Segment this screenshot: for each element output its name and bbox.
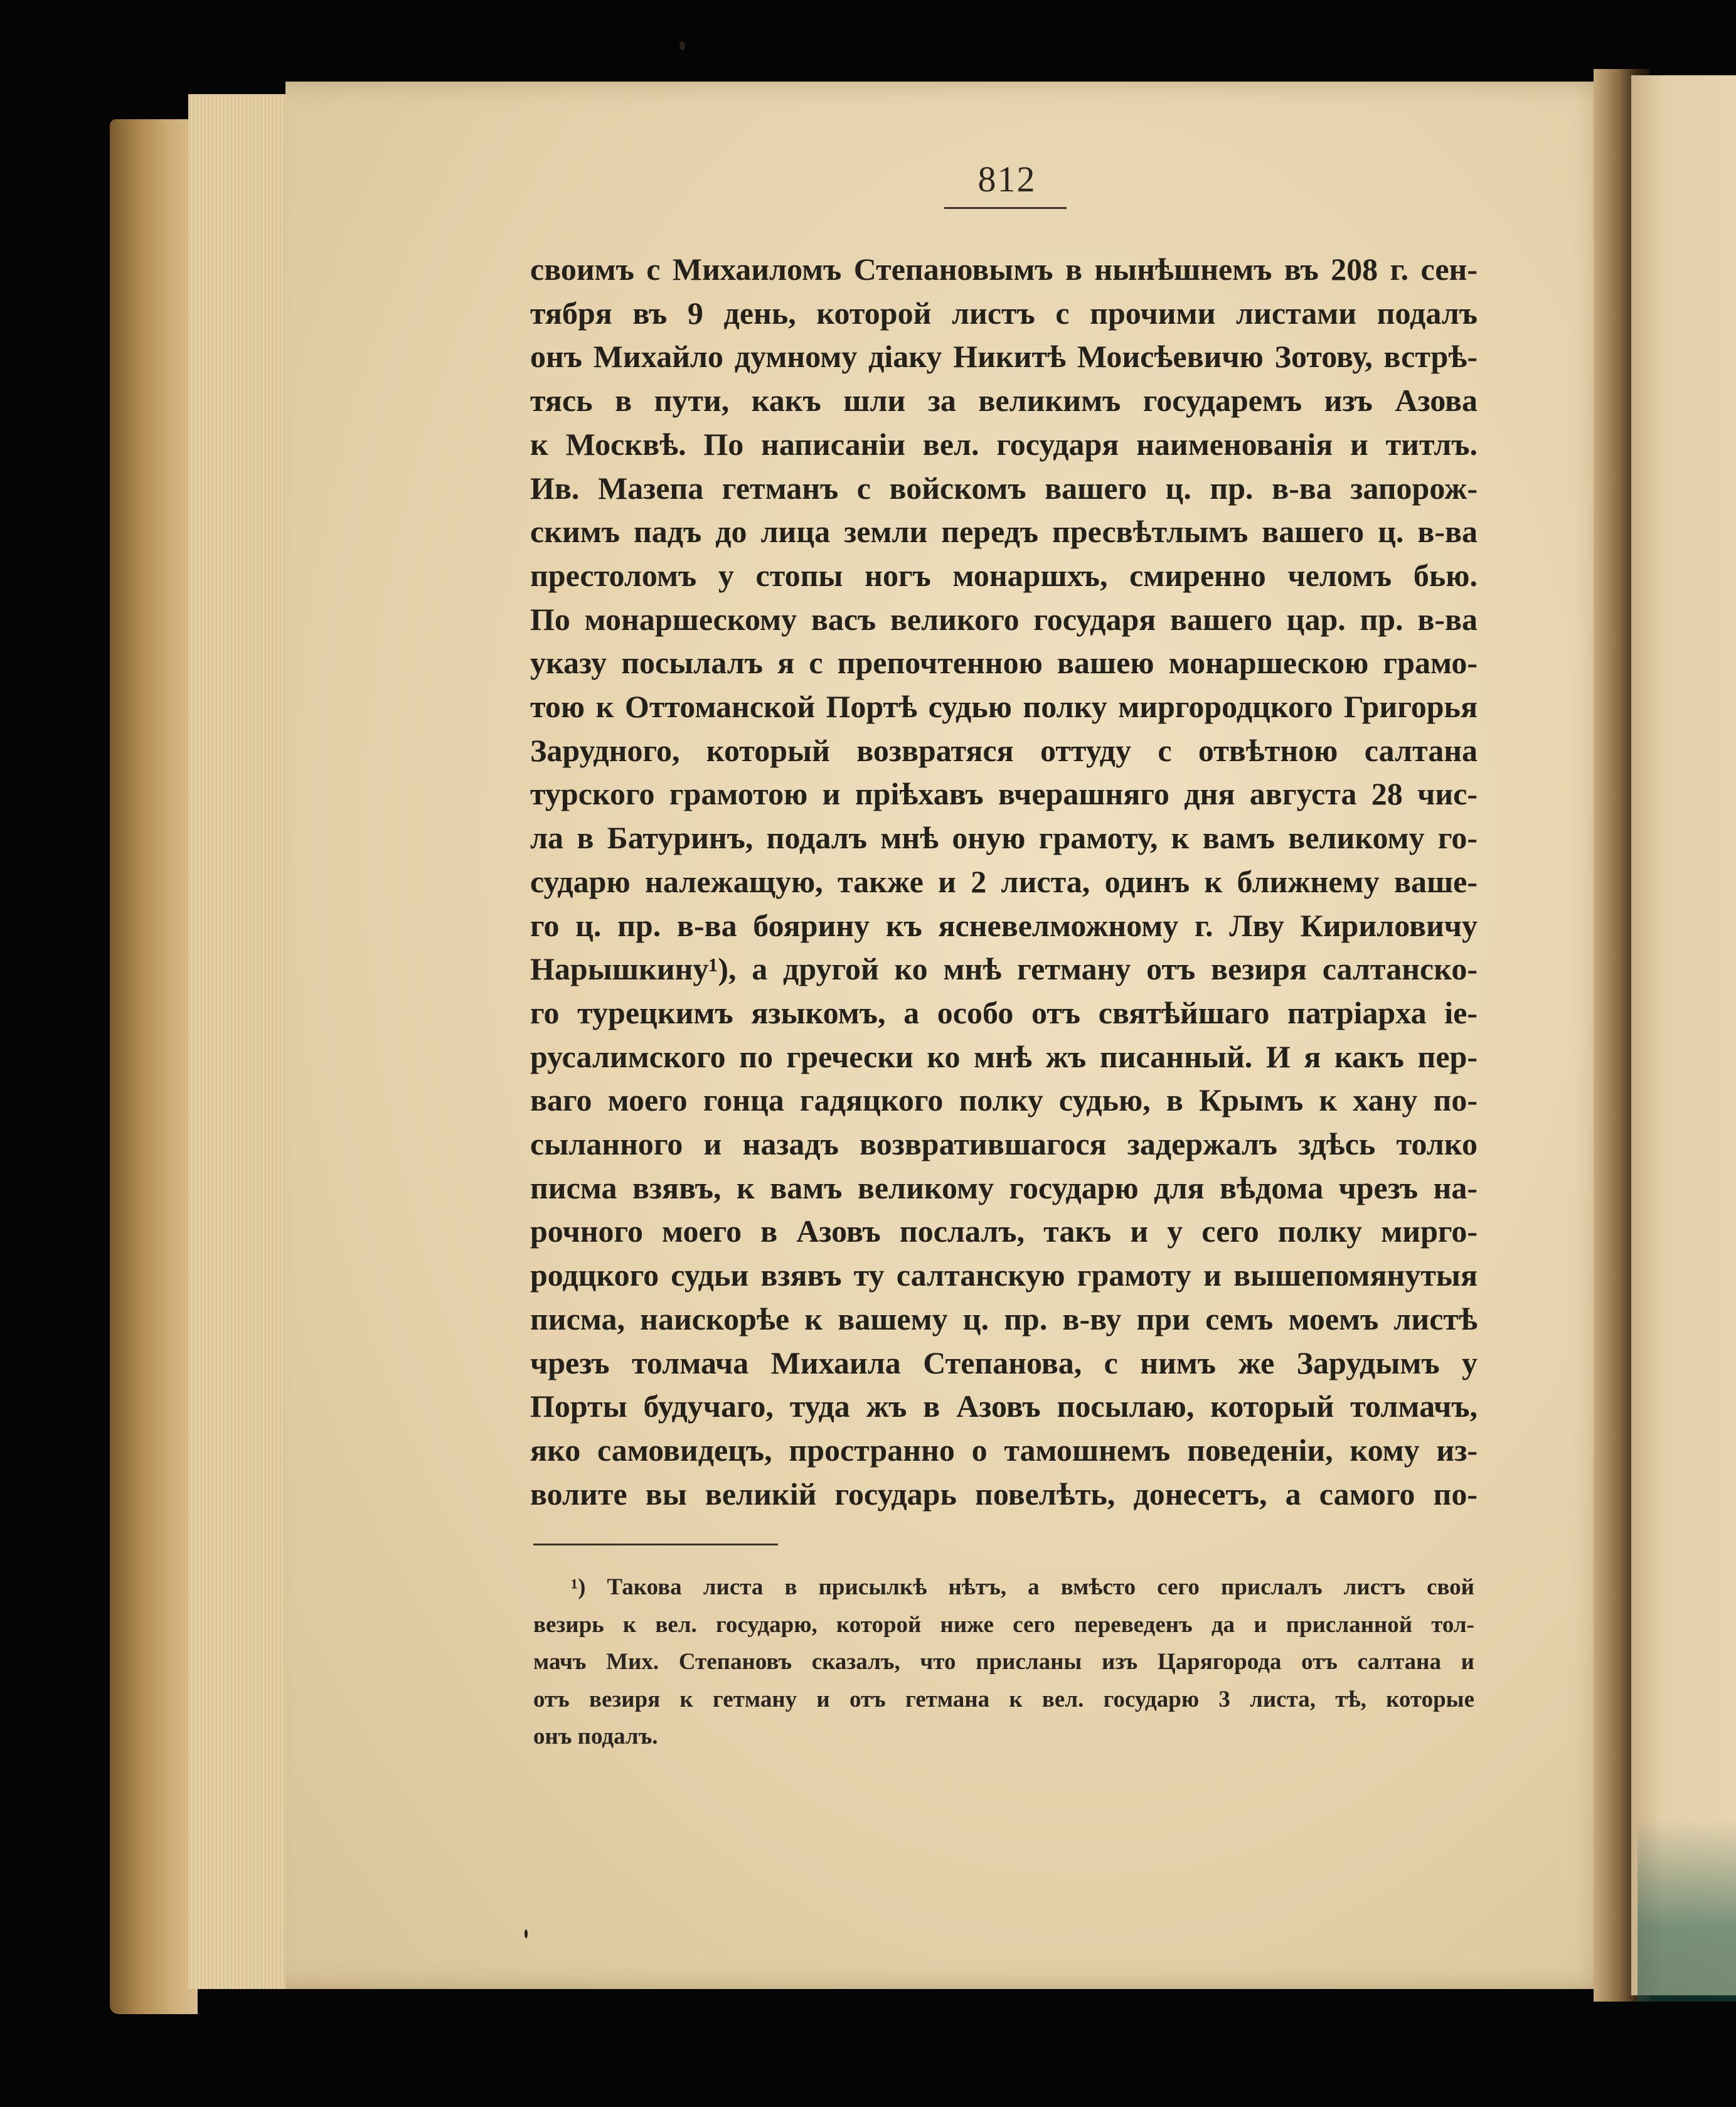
text-line: Нарышкину¹), а другой ко мнѣ гетману отъ везиря салтанско- (530, 951, 1478, 987)
footnote-line: отъ везиря к гетману и отъ гетмана к вел. государю 3 листа, тѣ, которые (533, 1686, 1474, 1712)
text-line: русалимского по гречески ко мнѣ жъ писанный. И я какъ пер- (530, 1038, 1478, 1074)
text-line: тясь в пути, какъ шли за великимъ государемъ изъ Азова (530, 383, 1478, 419)
footnote-line: везирь к вел. государю, которой ниже сего переведенъ да и присланной тол- (533, 1611, 1474, 1638)
text-line: сыланного и назадъ возвратившагося задержалъ здѣсь толко (530, 1126, 1478, 1162)
footnote (533, 1569, 1474, 1756)
text-line: турского грамотою и пріѣхавъ вчерашняго дня августа 28 чис- (530, 776, 1478, 812)
text-line: По монаршескому васъ великого государя вашего цар. пр. в-ва (530, 601, 1478, 637)
text-line: к Москвѣ. По написаніи вел. государя наименованія и титлъ. (530, 426, 1478, 462)
text-line: писма, наискорѣе к вашему ц. пр. в-ву при семъ моемъ листѣ (530, 1301, 1478, 1336)
book-cover-edge (110, 119, 198, 2014)
footnote-line: ¹) Такова листа в присылкѣ нѣтъ, а вмѣсто сего прислалъ листъ свой (571, 1574, 1474, 1600)
footnote-line: онъ подалъ. (533, 1724, 658, 1749)
text-line: Зарудного, который возвратяся оттуду с отвѣтною салтана (530, 732, 1478, 768)
text-line: писма взявъ, к вамъ великому государю для вѣдома чрезъ на- (530, 1170, 1478, 1205)
text-line: ла в Батуринъ, подалъ мнѣ оную грамоту, к вамъ великому го- (530, 820, 1478, 856)
footnote-line: мачъ Мих. Степановъ сказалъ, что присланы изъ Царягорода отъ салтана и (533, 1649, 1474, 1675)
text-line: тою к Оттоманской Портѣ судью полку миргородцкого Григорья (530, 689, 1478, 725)
body-text (530, 248, 1478, 1516)
text-line: го ц. пр. в-ва боярину къ ясневелможному г. Лву Кириловичу (530, 907, 1478, 943)
text-line: Ив. Мазепа гетманъ с войскомъ вашего ц. пр. в-ва запорож- (530, 470, 1478, 506)
dust-speck (525, 1929, 528, 1938)
page-number: 812 (977, 159, 1036, 200)
text-line: престоломъ у стопы ногъ монаршхъ, смиренно челомъ бью. (530, 557, 1478, 593)
footnote-rule (533, 1544, 778, 1545)
text-line: Порты будучаго, туда жъ в Азовъ посылаю, который толмачъ, (530, 1389, 1478, 1424)
text-line: сударю належащую, также и 2 листа, одинъ к ближнему ваше- (530, 863, 1478, 899)
spine-ribbon (1637, 1820, 1736, 2002)
text-line: родцкого судьи взявъ ту салтанскую грамоту и вышепомянутыя (530, 1257, 1478, 1293)
text-line: своимъ с Михаиломъ Степановымъ в нынѣшнемъ въ 208 г. сен- (530, 252, 1478, 287)
dust-speck (679, 41, 685, 50)
text-line: яко самовидецъ, пространно о тамошнемъ поведеніи, кому из- (530, 1432, 1478, 1468)
text-line: указу посылалъ я с препочтенною вашею монаршескою грамо- (530, 645, 1478, 681)
text-line: волите вы великій государь повелѣть, донесетъ, а самого по- (530, 1476, 1478, 1512)
text-line: онъ Михайло думному діаку Никитѣ Моисѣевичю Зотову, встрѣ- (530, 339, 1478, 375)
text-line: чрезъ толмача Михаила Степанова, с нимъ же Зарудымъ у (530, 1345, 1478, 1380)
text-line: рочного моего в Азовъ послалъ, такъ и у сего полку мирго- (530, 1214, 1478, 1249)
text-line: скимъ падъ до лица земли передъ пресвѣтлымъ вашего ц. в-ва (530, 514, 1478, 550)
text-line: ваго моего гонца гадяцкого полку судью, в Крымъ к хану по- (530, 1082, 1478, 1118)
text-line: тября въ 9 день, которой листъ с прочими листами подалъ (530, 295, 1478, 331)
page-number-rule (944, 207, 1067, 209)
facing-page-edge (1631, 75, 1736, 1995)
text-line: го турецкимъ языкомъ, а особо отъ святѣйшаго патріарха іе- (530, 995, 1478, 1030)
